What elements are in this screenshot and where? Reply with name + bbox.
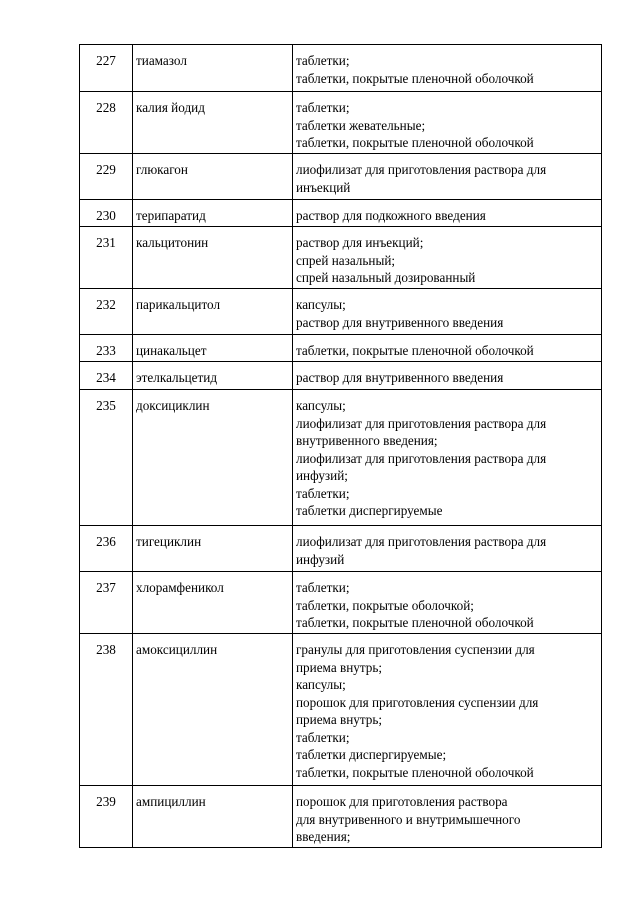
table-row [80, 362, 602, 390]
dosage-form-line: таблетки; [296, 100, 350, 115]
table-row [80, 572, 602, 634]
dosage-forms [293, 154, 602, 200]
drug-table-body [80, 45, 602, 848]
dosage-forms [293, 92, 602, 154]
table-row [80, 390, 602, 526]
dosage-form-line: таблетки жевательные; [296, 117, 426, 133]
dosage-forms [293, 200, 602, 227]
table-row [80, 92, 602, 154]
table-row [80, 526, 602, 572]
dosage-form-line: таблетки; [296, 580, 350, 595]
dosage-form-line: приема внутрь; [296, 659, 383, 675]
drug-name: парикальцитол [133, 289, 293, 335]
dosage-form-line: лиофилизат для приготовления раствора для [296, 415, 547, 431]
drug-name: цинакальцет [133, 335, 293, 362]
dosage-forms [293, 227, 602, 289]
dosage-form-line: таблетки, покрытые пленочной оболочкой [296, 764, 534, 780]
dosage-forms [293, 390, 602, 526]
dosage-form-line: капсулы; [296, 297, 346, 312]
drug-name: этелкальцетид [133, 362, 293, 390]
dosage-form-line: для внутривенного и внутримышечного [296, 811, 521, 827]
dosage-form-line: таблетки диспергируемые [296, 503, 443, 518]
dosage-form-line: инъекций [296, 179, 351, 195]
dosage-form-line: таблетки, покрытые пленочной оболочкой [296, 343, 534, 358]
dosage-form-line: раствор для внутривенного введения [296, 370, 504, 385]
row-number: 235 [80, 390, 133, 526]
row-number: 236 [80, 526, 133, 572]
drug-name: ампициллин [133, 786, 293, 848]
table-row [80, 227, 602, 289]
dosage-form-line: таблетки; [296, 485, 350, 501]
dosage-form-line: капсулы; [296, 677, 346, 692]
dosage-forms [293, 289, 602, 335]
table-row [80, 154, 602, 200]
dosage-form-line: введения; [296, 829, 351, 844]
row-number: 232 [80, 289, 133, 335]
dosage-forms [293, 335, 602, 362]
drug-name: доксициклин [133, 390, 293, 526]
table-row [80, 634, 602, 786]
row-number: 231 [80, 227, 133, 289]
drug-name: кальцитонин [133, 227, 293, 289]
dosage-forms [293, 786, 602, 848]
dosage-form-line: порошок для приготовления раствора [296, 794, 508, 809]
dosage-form-line: раствор для инъекций; [296, 235, 424, 250]
drug-name: калия йодид [133, 92, 293, 154]
dosage-form-line: лиофилизат для приготовления раствора для [296, 162, 547, 177]
drug-name: амоксициллин [133, 634, 293, 786]
drug-name: тигециклин [133, 526, 293, 572]
dosage-forms [293, 572, 602, 634]
dosage-form-line: таблетки, покрытые пленочной оболочкой [296, 615, 534, 630]
dosage-form-line: таблетки, покрытые пленочной оболочкой [296, 70, 534, 86]
dosage-form-line: таблетки; [296, 729, 350, 745]
table-row [80, 289, 602, 335]
dosage-form-line: раствор для подкожного введения [296, 208, 486, 223]
row-number: 229 [80, 154, 133, 200]
row-number: 227 [80, 45, 133, 92]
table-row [80, 45, 602, 92]
dosage-forms [293, 634, 602, 786]
row-number: 230 [80, 200, 133, 227]
row-number: 237 [80, 572, 133, 634]
table-row [80, 335, 602, 362]
drug-name: хлорамфеникол [133, 572, 293, 634]
dosage-form-line: спрей назальный; [296, 252, 396, 268]
dosage-form-line: приема внутрь; [296, 712, 383, 727]
dosage-form-line: таблетки, покрытые пленочной оболочкой [296, 135, 534, 150]
dosage-form-line: капсулы; [296, 398, 346, 413]
drug-name: терипаратид [133, 200, 293, 227]
dosage-forms [293, 526, 602, 572]
dosage-form-line: инфузий [296, 551, 345, 567]
dosage-forms [293, 45, 602, 92]
dosage-form-line: лиофилизат для приготовления раствора для [296, 534, 547, 549]
dosage-form-line: таблетки; [296, 53, 350, 68]
dosage-form-line: таблетки диспергируемые; [296, 747, 447, 762]
drug-name: тиамазол [133, 45, 293, 92]
row-number: 228 [80, 92, 133, 154]
dosage-forms [293, 362, 602, 390]
row-number: 233 [80, 335, 133, 362]
dosage-form-line: лиофилизат для приготовления раствора для [296, 450, 547, 466]
table-row [80, 200, 602, 227]
dosage-form-line: спрей назальный дозированный [296, 270, 476, 285]
table-row [80, 786, 602, 848]
row-number: 239 [80, 786, 133, 848]
dosage-form-line: таблетки, покрытые оболочкой; [296, 597, 474, 613]
row-number: 238 [80, 634, 133, 786]
drug-name: глюкагон [133, 154, 293, 200]
row-number: 234 [80, 362, 133, 390]
dosage-form-line: инфузий; [296, 468, 348, 483]
dosage-form-line: гранулы для приготовления суспензии для [296, 642, 535, 657]
drug-table [79, 44, 602, 848]
dosage-form-line: внутривенного введения; [296, 433, 438, 448]
dosage-form-line: порошок для приготовления суспензии для [296, 694, 539, 710]
dosage-form-line: раствор для внутривенного введения [296, 314, 504, 330]
